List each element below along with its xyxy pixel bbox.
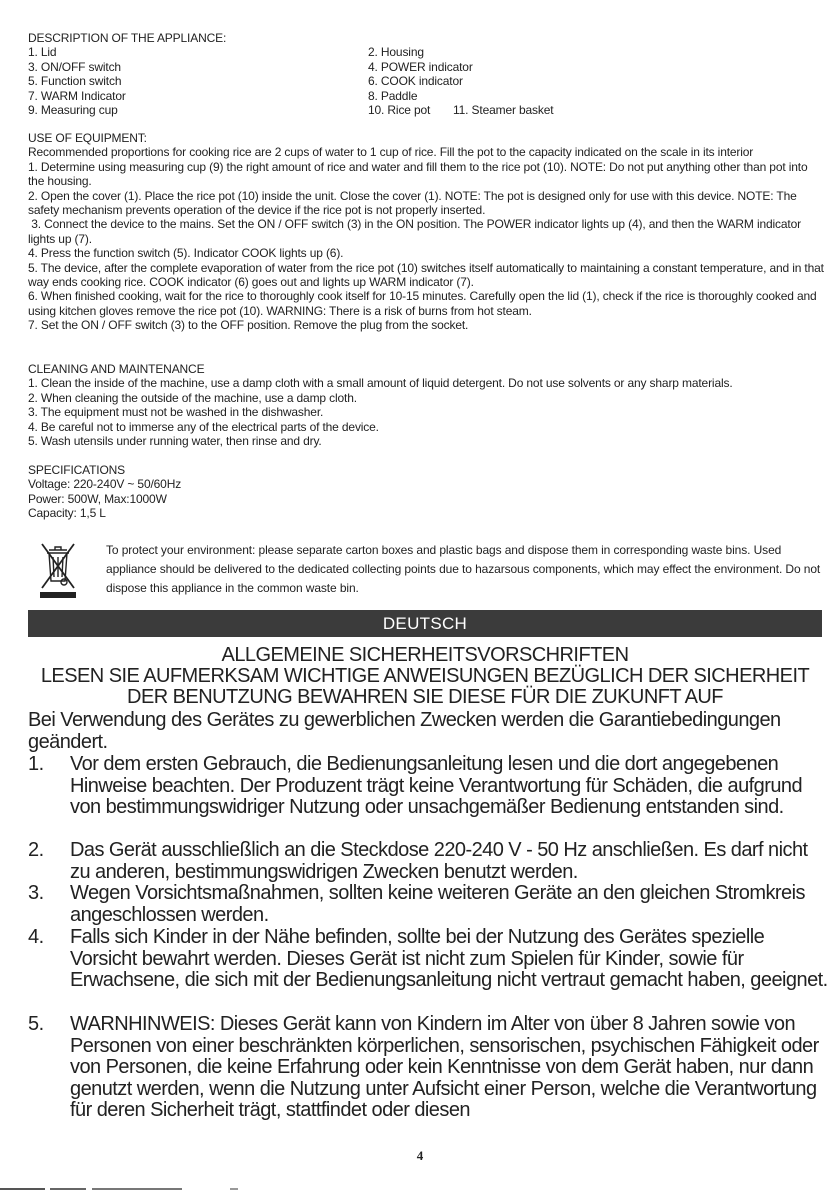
parts-row — [28, 103, 824, 117]
item-text: Das Gerät ausschließlich an die Steckdose 220-240 V - 50 Hz anschließen. Es darf nicht zu anderen, bestimmungswidrigen Zwecken benutzt werden. — [70, 839, 808, 883]
item-number: 3. — [28, 882, 44, 904]
page-number: 4 — [416, 1148, 424, 1163]
specs-heading: SPECIFICATIONS — [28, 463, 126, 477]
cleaning-instructions — [28, 376, 824, 448]
part-label: 6. COOK indicator — [368, 74, 463, 89]
instruction-line: 2. Open the cover (1). Place the rice pot (10) inside the unit. Close the cover (1). NOTE: The pot is designed only for use with this device. NOTE: The safety mechanism prevents operation of the device if the rice pot is not properly inserted. — [28, 188, 800, 218]
item-text: Wegen Vorsichtsmaßnahmen, sollten keine weiteren Geräte an den gleichen Stromkreis angeschlossen werden. — [70, 882, 805, 926]
spec-line: Power: 500W, Max:1000W — [28, 491, 167, 506]
instruction-line: Recommended proportions for cooking rice are 2 cups of water to 1 cup of rice. Fill the pot to the capacity indicated on the scale in its interior — [28, 145, 754, 160]
description-section — [28, 31, 824, 117]
cleaning-line: 5. Wash utensils under running water, then rinse and dry. — [28, 434, 322, 449]
parts-row — [28, 74, 824, 88]
language-section-bar: DEUTSCH — [28, 610, 822, 637]
bottom-edge-strip — [0, 1186, 840, 1192]
cleaning-section — [28, 362, 824, 448]
use-heading: USE OF EQUIPMENT: — [28, 131, 147, 145]
description-heading: DESCRIPTION OF THE APPLIANCE: — [28, 31, 227, 45]
parts-list — [28, 45, 824, 117]
part-label: 11. Steamer basket — [453, 102, 554, 117]
cleaning-line: 3. The equipment must not be washed in the dishwasher. — [28, 405, 324, 420]
spec-line: Capacity: 1,5 L — [28, 506, 106, 521]
part-label: 7. WARM Indicator — [28, 88, 126, 103]
part-label: 10. Rice pot — [368, 102, 431, 117]
specs-section — [28, 463, 824, 521]
safety-subtitle-line1: LESEN SIE AUFMERKSAM WICHTIGE ANWEISUNGEN BEZÜGLICH DER SICHERHEIT — [40, 665, 810, 687]
item-text: Falls sich Kinder in der Nähe befinden, sollte bei der Nutzung des Gerätes spezielle Vorsicht bewahrt werden. Dieses Gerät ist nicht zum Spielen für Kinder, sowie für Erwachsene, die sich mit der Bedienungsanleitung nicht vertraut gemacht haben, geeignet. — [70, 926, 828, 991]
use-instructions — [28, 145, 828, 333]
environment-notice: To protect your environment: please separate carton boxes and plastic bags and dispose them in corresponding waste bins. Used appliance should be delivered to the dedicated collecting points due to hazarsous components, which may effect the environment. Do not dispose this appliance in the common waste bin. — [106, 543, 821, 595]
part-label: 9. Measuring cup — [28, 102, 118, 117]
safety-title: ALLGEMEINE SICHERHEITSVORSCHRIFTEN — [221, 644, 629, 666]
part-label: 1. Lid — [28, 45, 57, 60]
cleaning-line: 1. Clean the inside of the machine, use a damp cloth with a small amount of liquid detergent. Do not use solvents or any sharp materials. — [28, 376, 733, 391]
crossed-out-wheelie-bin-icon — [36, 540, 80, 600]
parts-row — [28, 89, 824, 103]
item-number: 4. — [28, 926, 44, 948]
cleaning-line: 2. When cleaning the outside of the machine, use a damp cloth. — [28, 390, 357, 405]
cleaning-heading: CLEANING AND MAINTENANCE — [28, 362, 205, 376]
part-label: 3. ON/OFF switch — [28, 59, 121, 74]
instruction-line: 1. Determine using measuring cup (9) the right amount of rice and water and fill them to the rice pot (10). NOTE: Do not put anything other than pot into the housing. — [28, 159, 811, 189]
item-number: 5. — [28, 1013, 44, 1035]
item-number: 2. — [28, 839, 44, 861]
instruction-line: 3. Connect the device to the mains. Set the ON / OFF switch (3) in the ON position. The POWER indicator lights up (4), and then the WARM indicator lights up (7). — [28, 217, 805, 246]
part-label: 5. Function switch — [28, 74, 122, 89]
use-section — [28, 131, 828, 333]
part-label: 2. Housing — [368, 45, 424, 60]
instruction-line: 4. Press the function switch (5). Indicator COOK lights up (6). — [28, 246, 344, 261]
instruction-line: 7. Set the ON / OFF switch (3) to the OFF position. Remove the plug from the socket. — [28, 318, 469, 333]
item-number: 1. — [28, 753, 44, 775]
parts-row — [28, 45, 824, 59]
spec-lines — [28, 477, 824, 520]
part-label: 8. Paddle — [368, 88, 418, 103]
instruction-line: 6. When finished cooking, wait for the rice to thoroughly cook itself for 10-15 minutes. Carefully open the lid (1), check if the rice is thoroughly cooked and using kitchen gloves remove the rice pot (10). WARNING: There is a risk of burns from hot steam. — [28, 289, 820, 318]
parts-row — [28, 60, 824, 74]
item-text: WARNHINWEIS: Dieses Gerät kann von Kindern im Alter von über 8 Jahren sowie von Personen von einer beschränkten körperlichen, sensorischen, psychischen Fähigkeit oder von Personen, die keine Erfahrung oder kein Kenntnisse von dem Gerät haben, nur dann genutzt werden, wenn die Nutzung unter Aufsicht einer Person, welche die Verantwortung für deren Sicherheit trägt, stattfindet oder diesen — [70, 1013, 819, 1121]
cleaning-line: 4. Be careful not to immerse any of the electrical parts of the device. — [28, 419, 379, 434]
item-text: Vor dem ersten Gebrauch, die Bedienungsanleitung lesen und die dort angegebenen Hinweise beachten. Der Produzent trägt keine Verantwortung für Schäden, die aufgrund von bestimmungswidriger Nutzung oder unsachgemäßer Bedienung entstanden sind. — [70, 753, 803, 818]
warranty-intro: Bei Verwendung des Gerätes zu gewerblichen Zwecken werden die Garantiebedingungen geändert. — [28, 709, 781, 753]
spec-line: Voltage: 220-240V ~ 50/60Hz — [28, 477, 182, 492]
part-label: 4. POWER indicator — [368, 59, 473, 74]
safety-subtitle-line2: DER BENUTZUNG BEWAHREN SIE DIESE FÜR DIE ZUKUNFT AUF — [127, 686, 723, 708]
instruction-line: 5. The device, after the complete evaporation of water from the rice pot (10) switches itself automatically to maintaining a constant temperature, and in that way ends cooking rice. COOK indicator (6) goes out and lights up WARM indicator (7). — [28, 260, 828, 290]
